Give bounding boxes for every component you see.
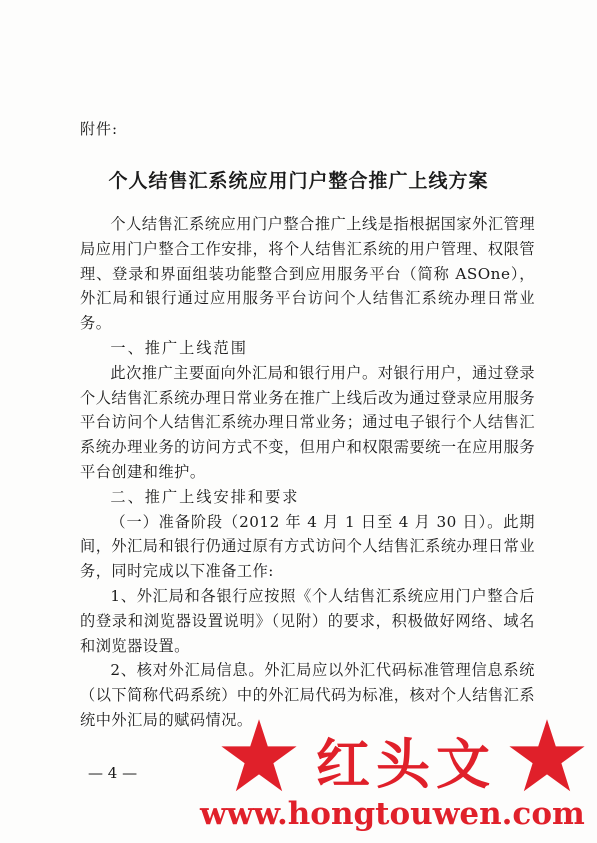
document-title: 个人结售汇系统应用门户整合推广上线方案 bbox=[108, 170, 489, 192]
paragraph-scope: 此次推广主要面向外汇局和银行用户。对银行用户，通过登录个人结售汇系统办理日常业务在推广上线后改为通过登录应用服务平台访问个人结售汇系统办理日常业务；通过电子银行个人结售汇系统办理业务的访问方式不变，但用户和权限需要统一在应用服务平台创建和维护。 bbox=[80, 363, 535, 481]
watermark-banner bbox=[218, 716, 588, 796]
watermark-brand-text: 红头文 bbox=[316, 733, 496, 796]
section-heading-arrangement: 二、推广上线安排和要求 bbox=[110, 487, 300, 506]
star-icon bbox=[218, 716, 300, 796]
paragraph-preparation-stage: （一）准备阶段（2012 年 4 月 1 日至 4 月 30 日）。此期间，外汇局和银行仍通过原有方式访问个人结售汇系统办理日常业务，同时完成以下准备工作: bbox=[80, 512, 535, 581]
page-number: — 4 — bbox=[88, 764, 138, 782]
attachment-label: 附件: bbox=[80, 120, 119, 138]
document-body bbox=[80, 212, 535, 733]
section-heading-scope: 一、推广上线范围 bbox=[110, 338, 248, 357]
paragraph-item-2: 2、核对外汇局信息。外汇局应以外汇代码标准管理信息系统（以下简称代码系统）中的外汇局代码为标准，核对个人结售汇系统中外汇局的赋码情况。 bbox=[80, 661, 535, 729]
paragraph-intro: 个人结售汇系统应用门户整合推广上线是指根据国家外汇管理局应用门户整合工作安排，将个人结售汇系统的用户管理、权限管理、登录和界面组装功能整合到应用服务平台（简称 ASOne），外汇局和银行通过应用服务平台访问个人结售汇系统办理日常业务。 bbox=[80, 215, 535, 333]
star-icon bbox=[506, 716, 588, 796]
paragraph-item-1: 1、外汇局和各银行应按照《个人结售汇系统应用门户整合后的登录和浏览器设置说明》（见附）的要求，积极做好网络、域名和浏览器设置。 bbox=[80, 586, 535, 655]
watermark-url: www.hongtouwen.com bbox=[200, 796, 585, 832]
